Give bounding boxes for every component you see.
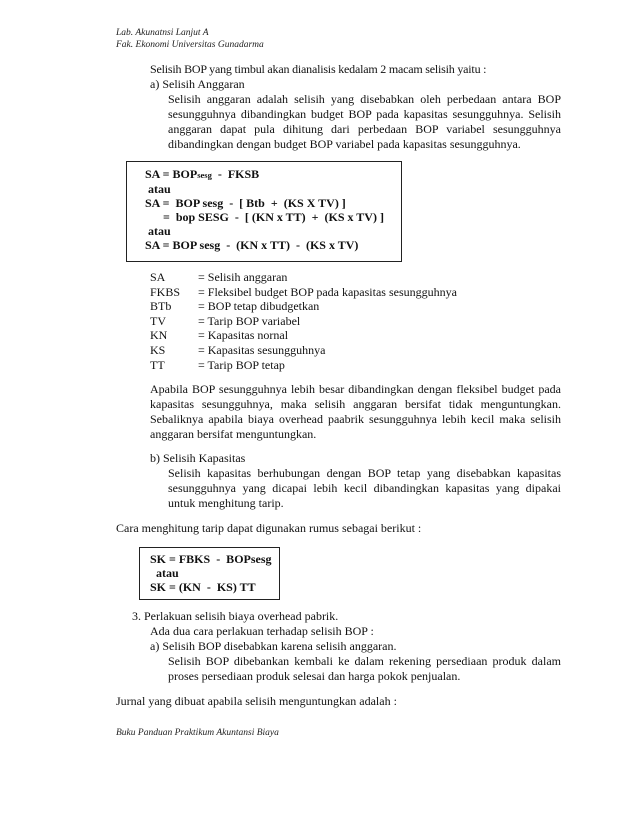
- formula-box-selisih-anggaran: [126, 161, 402, 262]
- definition-row: SA = Selisih anggaran: [150, 270, 288, 284]
- jurnal-text: Jurnal yang dibuat apabila selisih menguntungkan adalah :: [116, 694, 397, 708]
- formula-line: = bop SESG - [ (KN x TT) + (KS x TV) ]: [145, 210, 384, 224]
- item-b-text: Selisih kapasitas berhubungan dengan BOP tetap yang disebabkan kapasitas sesungguhnya yang dicapai lebih kecil dibandingkan kapasitas yang dipakai untuk menghitung tarip.: [168, 466, 561, 510]
- formula-line: atau: [145, 182, 171, 196]
- item-a-text: Selisih anggaran adalah selisih yang disebabkan oleh perbedaan antara BOP sesungguhnya dibandingkan budget BOP pada kapasitas sesungguhnya. Selisih anggaran dapat pula dihitung dari perbedaan BOP variabel sesungguhnya dibandingkan dengan budget BOP variabel pada kapasitas sesungguhnya.: [168, 92, 561, 151]
- formula-line: SA = BOP sesg - [ Btb + (KS X TV) ]: [145, 196, 346, 210]
- definition-row: TT = Tarip BOP tetap: [150, 357, 285, 372]
- intro-text: Selisih BOP yang timbul akan dianalisis kedalam 2 macam selisih yaitu :: [150, 62, 487, 76]
- formula-line: atau: [150, 566, 179, 580]
- formula-line: SA = BOP sesg - (KN x TT) - (KS x TV): [145, 238, 359, 252]
- formula-line: SK = FBKS - BOPsesg: [150, 552, 272, 566]
- header-lab: Lab. Akunatnsi Lanjut A: [116, 28, 209, 38]
- header-faculty: Fak. Ekonomi Universitas Gunadarma: [116, 40, 264, 50]
- cara-text: Cara menghitung tarip dapat digunakan rumus sebagai berikut :: [116, 521, 422, 535]
- section-3-title: 3. Perlakuan selisih biaya overhead pabrik.: [132, 609, 339, 623]
- formula-box-selisih-kapasitas: [139, 547, 280, 600]
- definition-row: TV = Tarip BOP variabel: [150, 313, 301, 328]
- definition-row: KS = Kapasitas sesungguhnya: [150, 342, 326, 357]
- definition-row: FKBS = Fleksibel budget BOP pada kapasitas sesungguhnya: [150, 284, 457, 299]
- definition-list: [150, 270, 457, 372]
- section-3-item-a-label: a) Selisih BOP disebabkan karena selisih anggaran.: [150, 639, 397, 653]
- formula-line: [145, 167, 395, 182]
- formula-line: SK = (KN - KS) TT: [150, 580, 256, 594]
- formula-subscript: sesg: [197, 170, 212, 180]
- definition-row: BTb = BOP tetap dibudgetkan: [150, 299, 320, 314]
- page-header: [116, 27, 264, 51]
- item-b-label: b) Selisih Kapasitas: [150, 451, 246, 465]
- item-a-label: a) Selisih Anggaran: [150, 77, 245, 91]
- page-footer: Buku Panduan Praktikum Akuntansi Biaya: [116, 728, 279, 738]
- section-3-intro: Ada dua cara perlakuan terhadap selisih BOP :: [150, 624, 374, 638]
- formula-main: SA = BOP: [145, 167, 198, 181]
- section-3-item-a-text: Selisih BOP dibebankan kembali ke dalam rekening persediaan produk dalam proses persediaan produk selesai dan harga pokok penjualan.: [168, 654, 561, 683]
- definition-row: KN = Kapasitas nornal: [150, 328, 289, 343]
- paragraph-apabila: Apabila BOP sesungguhnya lebih besar dibandingkan dengan fleksibel budget pada kapasitas sesungguhnya, maka selisih anggaran bersifat tidak menguntungkan. Sebaliknya apabila biaya overhead paabrik sesungguhnya lebih kecil maka selisih anggaran bersifat menguntungkan.: [150, 382, 561, 441]
- formula-line: atau: [145, 224, 171, 238]
- formula-tail: - FKSB: [211, 167, 260, 181]
